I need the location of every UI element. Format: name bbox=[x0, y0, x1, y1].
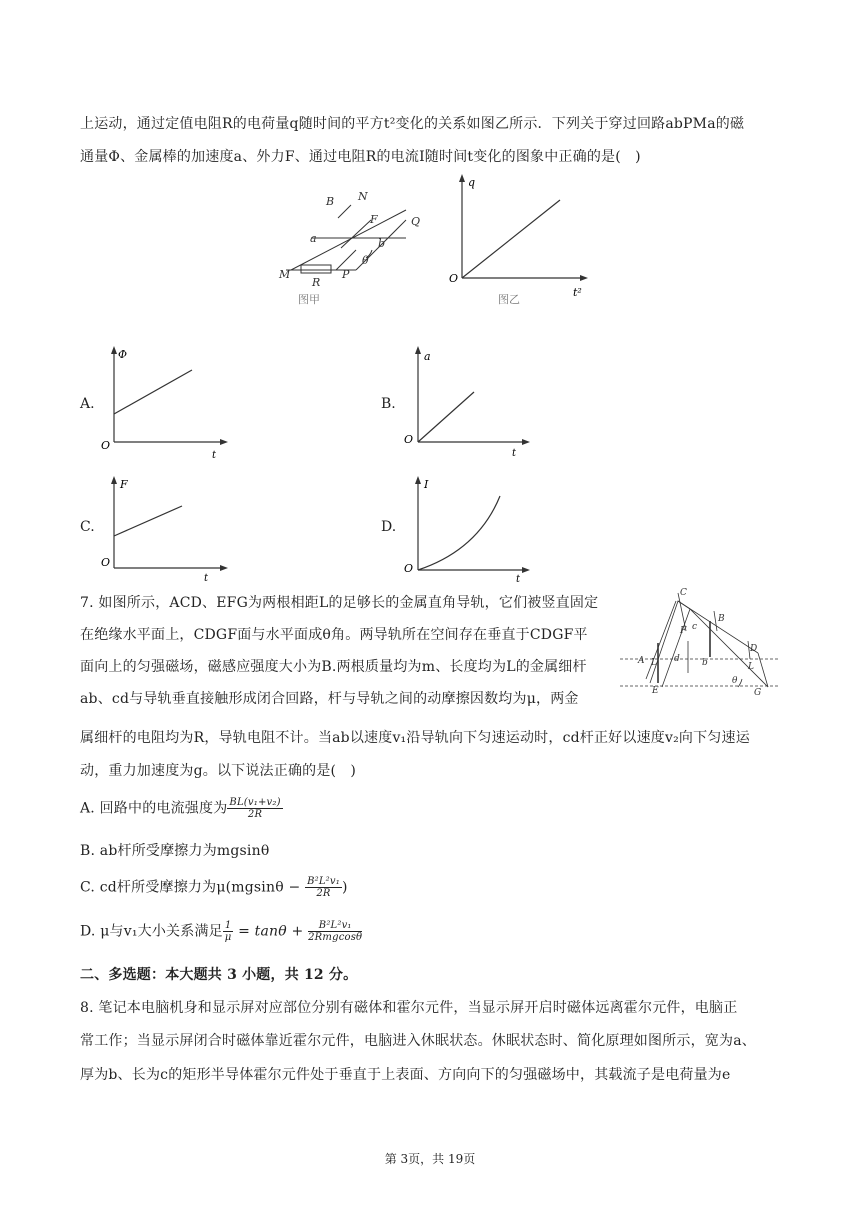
q7-line-4: ab、cd与导轨垂直接触形成闭合回路，杆与导轨之间的动摩擦因数均为μ，两金 bbox=[80, 691, 579, 707]
svg-text:B: B bbox=[718, 614, 725, 624]
svg-text:F: F bbox=[120, 478, 128, 491]
svg-text:b: b bbox=[378, 237, 386, 250]
svg-text:F: F bbox=[680, 626, 687, 636]
svg-text:t: t bbox=[512, 448, 517, 459]
svg-text:D: D bbox=[750, 644, 758, 654]
svg-text:t: t bbox=[204, 573, 209, 584]
q7-line-2: 在绝缘水平面上，CDGF面与水平面成θ角。两导轨所在空间存在垂直于CDGF平 bbox=[80, 627, 588, 643]
q7-line-3: 面向上的匀强磁场，磁感应强度大小为B.两根质量均为m、长度均为L的金属细杆 bbox=[80, 659, 587, 675]
svg-text:c: c bbox=[692, 622, 698, 632]
q7-option-c: C. cd杆所受摩擦力为μ(mgsinθ − $\frac{\text{B²L²v₁}}{2R}$ ) bbox=[80, 876, 348, 899]
svg-text:I: I bbox=[424, 478, 429, 491]
svg-text:t: t bbox=[212, 450, 217, 461]
q6-line-2: 通量Φ、金属棒的加速度a、外力F、通过电阻R的电流I随时间t变化的图象中正确的是( ) bbox=[80, 149, 641, 165]
svg-text:B: B bbox=[326, 195, 335, 208]
svg-text:d: d bbox=[674, 654, 680, 664]
option-c-graph bbox=[96, 470, 236, 585]
svg-text:t²: t² bbox=[573, 286, 582, 299]
q8-line-1: 8. 笔记本电脑机身和显示屏对应部位分别有磁体和霍尔元件，当显示屏开启时磁体远离霍尔元件，电脑正 bbox=[80, 1000, 738, 1016]
figure-jia-caption: 图甲 bbox=[298, 293, 320, 306]
svg-text:q: q bbox=[468, 176, 476, 189]
svg-text:L: L bbox=[651, 658, 657, 668]
option-b-letter: B. bbox=[381, 396, 396, 412]
svg-text:M: M bbox=[279, 268, 291, 281]
svg-text:O: O bbox=[449, 272, 459, 285]
svg-text:E: E bbox=[652, 686, 659, 696]
option-d-graph bbox=[398, 470, 538, 585]
q7-figure bbox=[618, 583, 780, 701]
svg-text:O: O bbox=[404, 562, 414, 575]
svg-text:L: L bbox=[748, 662, 754, 672]
svg-text:A: A bbox=[638, 656, 645, 666]
option-a-graph bbox=[96, 342, 236, 462]
q8-line-3: 厚为b、长为c的矩形半导体霍尔元件处于垂直于上表面、方向向下的匀强磁场中，其载流子是电荷量为e bbox=[80, 1067, 731, 1083]
q7-option-b: B. ab杆所受摩擦力为mgsinθ bbox=[80, 843, 270, 859]
section-header-multiple-choice: 二、多选题：本大题共 3 小题，共 12 分。 bbox=[80, 967, 358, 983]
q7-line-5: 属细杆的电阻均为R，导轨电阻不计。当ab以速度v₁沿导轨向下匀速运动时，cd杆正好以速度v₂向下匀速运 bbox=[80, 730, 750, 746]
svg-text:P: P bbox=[342, 268, 350, 281]
figure-yi-caption: 图乙 bbox=[498, 293, 520, 306]
option-b-graph bbox=[398, 342, 538, 462]
option-a-letter: A. bbox=[80, 396, 95, 412]
q7-option-d: D. μ与v₁大小关系满足 $\frac{1}{\mu}$ = tanθ + $\frac{\text{B²L²v₁}}{\text{2Rmgcosθ}}$ bbox=[80, 920, 363, 943]
svg-text:t: t bbox=[516, 574, 521, 585]
q8-line-2: 常工作；当显示屏闭合时磁体靠近霍尔元件，电脑进入休眠状态。休眠状态时、简化原理如图所示，宽为a、 bbox=[80, 1033, 756, 1049]
svg-text:F: F bbox=[370, 213, 378, 226]
option-d-letter: D. bbox=[381, 519, 397, 535]
svg-text:Q: Q bbox=[411, 215, 421, 228]
svg-text:a: a bbox=[424, 350, 431, 363]
svg-text:b: b bbox=[702, 658, 708, 668]
page-footer: 第 3页，共 19页 bbox=[384, 1152, 476, 1166]
q6-line-1: 上运动，通过定值电阻R的电荷量q随时间的平方t²变化的关系如图乙所示．下列关于穿过回路abPMa的磁 bbox=[80, 116, 745, 132]
svg-text:O: O bbox=[101, 439, 111, 452]
svg-text:C: C bbox=[680, 588, 687, 598]
svg-text:R: R bbox=[312, 276, 321, 289]
option-c-letter: C. bbox=[80, 519, 95, 535]
svg-text:θ: θ bbox=[732, 676, 738, 686]
svg-text:N: N bbox=[358, 190, 368, 203]
svg-text:a: a bbox=[310, 232, 317, 245]
svg-text:G: G bbox=[754, 688, 762, 698]
svg-text:Φ: Φ bbox=[118, 348, 128, 361]
svg-text:O: O bbox=[404, 433, 414, 446]
figure-yi bbox=[440, 170, 590, 310]
figure-jia bbox=[276, 180, 436, 310]
q7-line-6: 动，重力加速度为g。以下说法正确的是( ) bbox=[80, 763, 357, 779]
svg-text:O: O bbox=[101, 556, 111, 569]
q7-option-a: A. 回路中的电流强度为 $\frac{\text{BL(v₁+v₂)}}{2R}$ bbox=[80, 797, 281, 820]
q7-line-1: 7. 如图所示，ACD、EFG为两根相距L的足够长的金属直角导轨，它们被竖直固定 bbox=[80, 595, 599, 611]
svg-text:θ: θ bbox=[362, 254, 369, 267]
